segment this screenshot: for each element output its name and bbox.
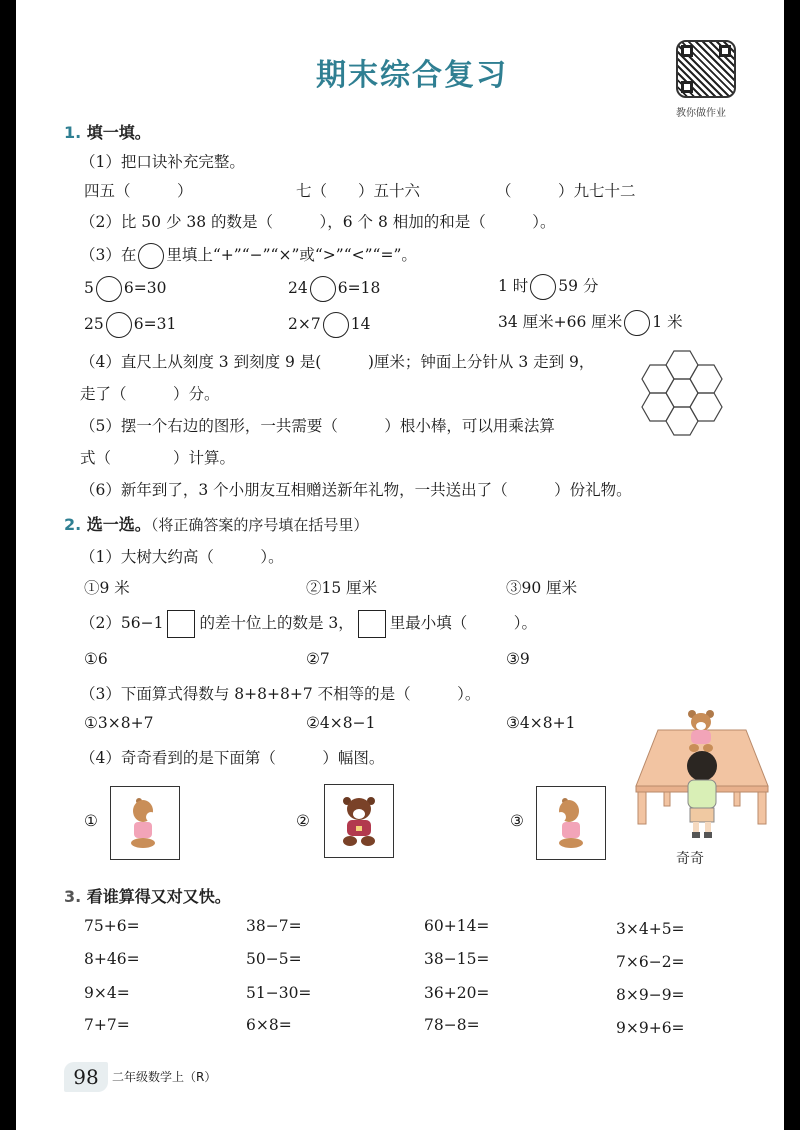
compare-left: 24 <box>288 279 308 297</box>
section-title: 选一选。 <box>86 515 151 534</box>
compare-item <box>498 310 683 336</box>
answer-circle[interactable] <box>310 276 336 302</box>
q2-1-text: （1）大树大约高（ ）。 <box>80 548 284 566</box>
section-title: 看谁算得又对又快。 <box>86 887 231 906</box>
qr-label: 教你做作业 <box>676 108 726 119</box>
q1-1-item: 七（ ）五十六 <box>296 182 421 200</box>
compare-right: 6=18 <box>337 279 381 297</box>
compare-item <box>288 276 380 302</box>
bear-side-icon <box>555 797 585 849</box>
table-bear-child-illustration <box>628 708 778 848</box>
q2-2-text <box>80 610 537 638</box>
qr-code-icon <box>676 40 736 98</box>
calc-item: 38−15= <box>424 950 490 968</box>
q1-3-label-part: 里填上“+”“−”“×”或“>”“<”“=”。 <box>166 246 417 264</box>
section-number: 1. <box>64 123 82 142</box>
calc-item: 7+7= <box>84 1016 130 1034</box>
compare-right: 6=30 <box>123 279 167 297</box>
q1-3-label-part: （3）在 <box>80 246 137 264</box>
q2-2-part: 的差十位上的数是 3， <box>199 614 354 632</box>
compare-item <box>288 312 370 338</box>
q1-5-line: （5）摆一个右边的图形，一共需要（ ）根小棒，可以用乘法算 <box>80 417 555 435</box>
bear-side-view-image[interactable] <box>536 786 606 860</box>
calc-item: 8×9−9= <box>616 986 685 1004</box>
calc-item: 50−5= <box>246 950 302 968</box>
bear-side-icon <box>129 797 159 849</box>
calc-item: 78−8= <box>424 1016 480 1034</box>
calc-item: 36+20= <box>424 984 490 1002</box>
page-title: 期末综合复习 <box>316 58 508 93</box>
compare-right: 59 分 <box>558 277 599 295</box>
option[interactable]: ②7 <box>306 650 330 668</box>
calc-item: 75+6= <box>84 917 140 935</box>
calc-item: 8+46= <box>84 950 140 968</box>
compare-right: 1 米 <box>652 313 683 331</box>
calc-item: 7×6−2= <box>616 953 685 971</box>
calc-item: 51−30= <box>246 984 312 1002</box>
option[interactable]: ③9 <box>506 650 530 668</box>
compare-left: 34 厘米+66 厘米 <box>498 313 623 331</box>
section-number: 3. <box>64 887 82 906</box>
calc-item: 38−7= <box>246 917 302 935</box>
calc-item: 9×9+6= <box>616 1019 685 1037</box>
calc-item: 9×4= <box>84 984 130 1002</box>
page-number: 98 <box>64 1062 108 1092</box>
option-label[interactable]: ② <box>296 812 310 830</box>
q1-4-line: （4）直尺上从刻度 3 到刻度 9 是( )厘米；钟面上分针从 3 走到 9， <box>80 353 595 371</box>
compare-item <box>84 312 176 338</box>
option[interactable]: ②15 厘米 <box>306 579 378 597</box>
answer-box[interactable] <box>358 610 386 638</box>
q1-2-text: （2）比 50 少 38 的数是（ ），6 个 8 相加的和是（ ）。 <box>80 213 556 231</box>
hexagon-sticks-figure <box>634 348 734 448</box>
option[interactable]: ①3×8+7 <box>84 714 154 732</box>
compare-left: 25 <box>84 315 104 333</box>
section-subtitle: （将正确答案的序号填在括号里） <box>150 516 369 534</box>
book-title: 二年级数学上（R） <box>112 1070 217 1084</box>
q1-1-item: （ ）九七十二 <box>496 182 636 200</box>
option[interactable]: ①9 米 <box>84 579 130 597</box>
compare-left: 1 时 <box>498 277 529 295</box>
q1-1-label: （1）把口诀补充完整。 <box>80 153 245 171</box>
q1-6-text: （6）新年到了，3 个小朋友互相赠送新年礼物，一共送出了（ ）份礼物。 <box>80 481 632 499</box>
option[interactable]: ②4×8−1 <box>306 714 376 732</box>
compare-item <box>498 274 598 300</box>
bear-side-view-image[interactable] <box>110 786 180 860</box>
q2-3-text: （3）下面算式得数与 8+8+8+7 不相等的是（ ）。 <box>80 685 481 703</box>
compare-left: 2×7 <box>288 315 321 333</box>
q2-2-part: （2）56−1 <box>80 614 164 632</box>
option[interactable]: ①6 <box>84 650 108 668</box>
compare-item <box>84 276 166 302</box>
q2-2-part: 里最小填（ ）。 <box>389 614 537 632</box>
calc-item: 6×8= <box>246 1016 292 1034</box>
answer-circle[interactable] <box>96 276 122 302</box>
section-3-heading <box>64 884 231 907</box>
q1-1-item: 四五（ ） <box>84 182 193 200</box>
q1-4-line: 走了（ ）分。 <box>80 385 220 403</box>
section-title: 填一填。 <box>86 123 151 142</box>
character-label: 奇奇 <box>676 851 704 867</box>
worksheet-page <box>16 0 784 1130</box>
q1-3-label <box>80 243 417 269</box>
section-number: 2. <box>64 515 82 534</box>
compare-right: 14 <box>350 315 371 333</box>
answer-circle[interactable] <box>624 310 650 336</box>
answer-box[interactable] <box>167 610 195 638</box>
answer-circle[interactable] <box>530 274 556 300</box>
option[interactable]: ③4×8+1 <box>506 714 576 732</box>
compare-left: 5 <box>84 279 94 297</box>
answer-circle[interactable] <box>323 312 349 338</box>
compare-right: 6=31 <box>133 315 177 333</box>
section-1-heading <box>64 120 151 143</box>
calc-item: 3×4+5= <box>616 920 685 938</box>
answer-circle[interactable] <box>106 312 132 338</box>
option-label[interactable]: ① <box>84 812 98 830</box>
bear-front-view-image[interactable] <box>324 784 394 858</box>
option[interactable]: ③90 厘米 <box>506 579 578 597</box>
q2-4-text: （4）奇奇看到的是下面第（ ）幅图。 <box>80 749 385 767</box>
q1-5-line: 式（ ）计算。 <box>80 449 236 467</box>
bear-front-icon <box>339 795 379 847</box>
calc-item: 60+14= <box>424 917 490 935</box>
section-2-heading <box>64 512 368 535</box>
option-label[interactable]: ③ <box>510 812 524 830</box>
answer-circle[interactable] <box>138 243 164 269</box>
